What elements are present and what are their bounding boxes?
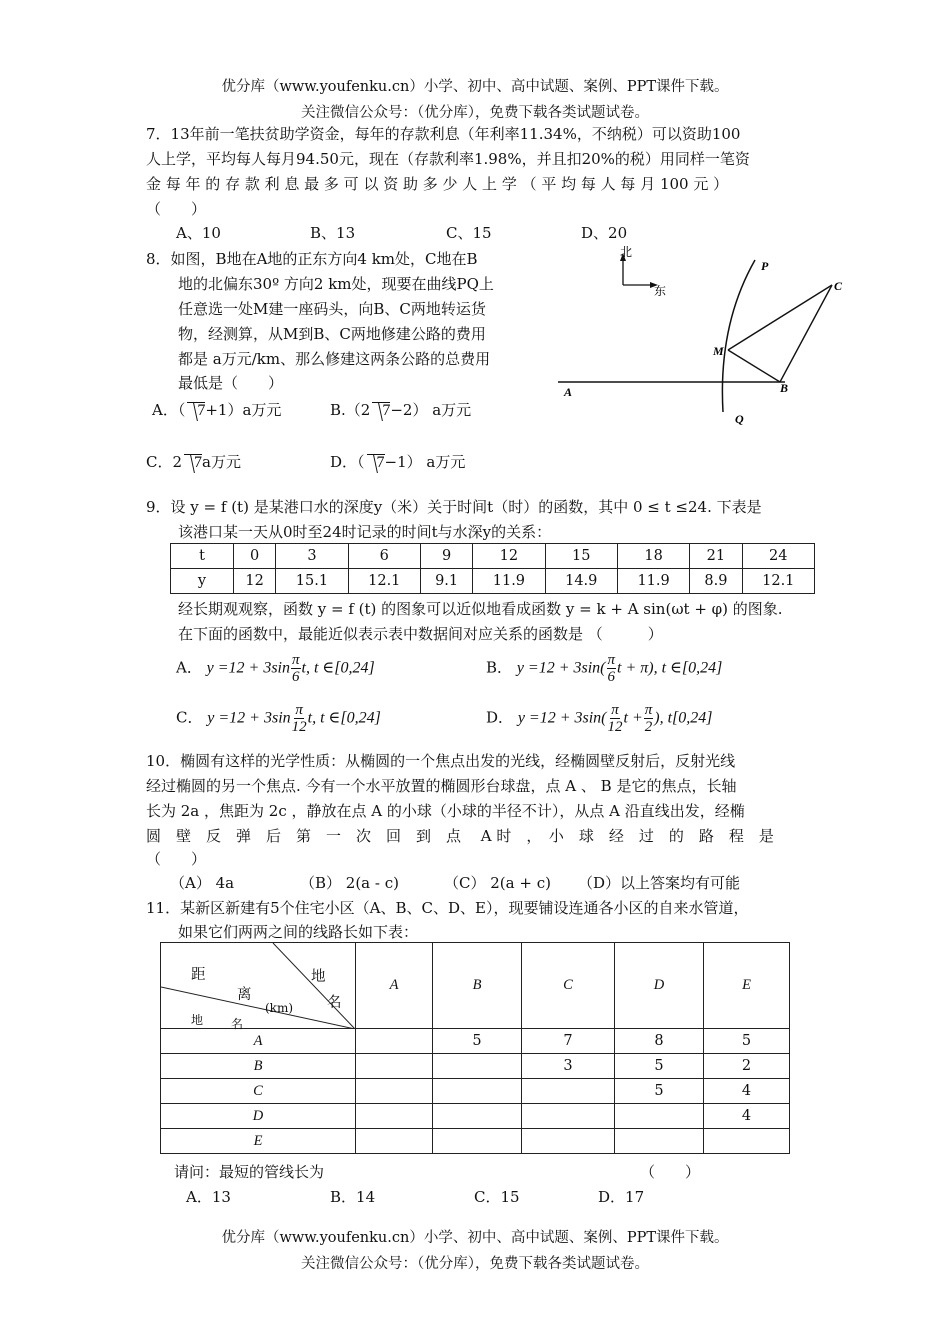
- q9-option-b: B． y =12 + 3sin( $\frac{\pi}{6}$ t + π), t ∈[0,24]: [486, 652, 723, 685]
- q10-line: （ ）: [146, 850, 207, 868]
- q11-option-c: C．15: [474, 1188, 520, 1206]
- fraction: $\frac{\pi}{6}$: [292, 652, 300, 685]
- table-cell: 12.1: [348, 569, 420, 594]
- sqrt-7: 7: [367, 454, 385, 470]
- table-cell: 5: [615, 1079, 704, 1104]
- q11-option-a: A．13: [186, 1188, 231, 1206]
- table-cell: 3: [276, 544, 348, 569]
- table-cell: [356, 1029, 433, 1054]
- label-a: A: [564, 385, 573, 399]
- q8-option-a: A．（ 7+1）a万元: [152, 401, 282, 419]
- table-cell: [704, 1129, 790, 1154]
- column-header: C: [522, 943, 615, 1029]
- q10-option-d: （D）以上答案均有可能: [578, 874, 741, 892]
- table-cell: [433, 1129, 522, 1154]
- table-cell: 6: [348, 544, 420, 569]
- table-cell: [356, 1079, 433, 1104]
- q11-line-2: 如果它们两两之间的线路长如下表：: [178, 923, 419, 941]
- table-cell: 24: [742, 544, 814, 569]
- q8-line: 最低是（ ）: [178, 374, 284, 392]
- row-header: C: [161, 1079, 356, 1104]
- column-header: D: [615, 943, 704, 1029]
- header-line-1: 优分库（www.youfenku.cn）小学、初中、高中试题、案例、PPT课件下载。: [221, 79, 729, 95]
- table-row: [161, 1079, 790, 1104]
- row-header: D: [161, 1104, 356, 1129]
- q8-line: 地的北偏东30º 方向2 km处，现要在曲线PQ上: [178, 275, 494, 293]
- q7-line: 人上学，平均每人每月94.50元，现在（存款利率1.98%，并且扣20%的税）用同样一笔资: [146, 150, 750, 168]
- table-cell: [615, 1129, 704, 1154]
- q8-line: 都是 a万元/km、那么修建这两条公路的总费用: [178, 350, 491, 368]
- table-cell: 18: [617, 544, 689, 569]
- q10-line: 圆 壁 反 弹 后 第 一 次 回 到 点 A 时 ， 小 球 经 过 的 路 程 是: [146, 827, 774, 845]
- segment-mc: [728, 285, 832, 350]
- table-cell: 8.9: [690, 569, 742, 594]
- table-cell: 0: [234, 544, 276, 569]
- q8-figure: [550, 240, 860, 435]
- q7-line: 7．13年前一笔扶贫助学资金，每年的存款利息（年利率11.34%，不纳税）可以资助100: [146, 125, 741, 143]
- table-cell: 15: [545, 544, 617, 569]
- q11-distance-table: [160, 942, 790, 1154]
- q7-option-c: C、15: [446, 224, 492, 242]
- table-cell: 11.9: [473, 569, 545, 594]
- header-line-2: 关注微信公众号：（优分库），免费下载各类试题试卷。: [301, 105, 649, 121]
- footer-line-2: 关注微信公众号：（优分库），免费下载各类试题试卷。: [301, 1256, 649, 1272]
- footer-line-1: 优分库（www.youfenku.cn）小学、初中、高中试题、案例、PPT课件下载。: [221, 1230, 729, 1246]
- column-header: E: [704, 943, 790, 1029]
- q9-intro-2: 该港口某一天从0时至24时记录的时间t与水深y的关系：: [178, 523, 552, 541]
- table-cell: 9: [420, 544, 472, 569]
- fraction: $\frac{\pi}{12}$: [607, 702, 623, 735]
- q10-option-a: （A） 4a: [170, 874, 235, 892]
- table-cell: 5: [433, 1029, 522, 1054]
- table-cell: [433, 1079, 522, 1104]
- table-cell: 4: [704, 1104, 790, 1129]
- table-cell: 5: [615, 1054, 704, 1079]
- q7-line: 金 每 年 的 存 款 利 息 最 多 可 以 资 助 多 少 人 上 学 （ 平 均 每 人 每 月 100 元 ）: [146, 175, 729, 193]
- table-cell: [356, 1129, 433, 1154]
- label-m: M: [713, 344, 724, 358]
- table-row: [161, 1054, 790, 1079]
- fraction: $\frac{\pi}{6}$: [607, 652, 616, 685]
- table-row-t: [171, 544, 815, 569]
- label-c: C: [834, 279, 843, 293]
- label-p: P: [761, 259, 769, 273]
- table-corner-cell: 距 离 (km) 地 名 地 名: [161, 943, 356, 1029]
- table-cell: [356, 1104, 433, 1129]
- q7-option-b: B、13: [310, 224, 356, 242]
- q9-option-c: C． y =12 + 3sin $\frac{\pi}{12}$ t, t ∈[0,24]: [176, 702, 381, 735]
- table-cell: [522, 1129, 615, 1154]
- east-label: 东: [654, 284, 667, 298]
- table-cell: [522, 1104, 615, 1129]
- q11-option-b: B．14: [330, 1188, 376, 1206]
- table-cell: 4: [704, 1079, 790, 1104]
- table-cell: 12.1: [742, 569, 814, 594]
- q9-table: [170, 543, 815, 594]
- q10-line: 长为 2a ，焦距为 2c ，静放在点 A 的小球（小球的半径不计），从点 A 沿直线出发，经椭: [146, 802, 745, 820]
- q11-question: 请问：最短的管线长为: [174, 1163, 325, 1181]
- q8-line: 任意选一处M建一座码头，向B、C两地转运货: [178, 300, 486, 318]
- q8-option-d: D．（ 7−1） a万元: [330, 453, 466, 471]
- table-cell: [615, 1104, 704, 1129]
- q10-option-b: （B） 2(a - c): [300, 874, 399, 892]
- q11-option-d: D．17: [598, 1188, 645, 1206]
- row-header: B: [161, 1054, 356, 1079]
- table-cell: [522, 1079, 615, 1104]
- table-cell: 12: [234, 569, 276, 594]
- q9-option-d: D． y =12 + 3sin( $\frac{\pi}{12}$ t + $\frac{\pi}{2}$ ), t[0,24]: [486, 702, 713, 735]
- q8-option-c: C．2 7a万元: [146, 453, 241, 471]
- sqrt-7: 7: [372, 402, 390, 418]
- label-b: B: [780, 381, 789, 395]
- row-header: A: [161, 1029, 356, 1054]
- table-row: [161, 1104, 790, 1129]
- q7-option-a: A、10: [176, 224, 221, 242]
- q10-line: 10．椭圆有这样的光学性质：从椭圆的一个焦点出发的光线，经椭圆壁反射后，反射光线: [146, 752, 736, 770]
- table-cell: 8: [615, 1029, 704, 1054]
- table-cell: [356, 1054, 433, 1079]
- segment-mb: [728, 350, 780, 382]
- q7-line: （ ）: [146, 200, 207, 218]
- q11-paren: （ ）: [640, 1163, 701, 1181]
- table-cell: 7: [522, 1029, 615, 1054]
- table-cell: 9.1: [420, 569, 472, 594]
- fraction: $\frac{\pi}{12}$: [291, 702, 307, 735]
- table-cell: 2: [704, 1054, 790, 1079]
- q9-intro-1: 9．设 y = f (t) 是某港口水的深度y（米）关于时间t（时）的函数，其中 0 ≤ t ≤24. 下表是: [146, 498, 762, 516]
- row-header: E: [161, 1129, 356, 1154]
- table-row: [161, 1029, 790, 1054]
- table-row-y: [171, 569, 815, 594]
- table-cell: 3: [522, 1054, 615, 1079]
- q8-line: 8．如图，B地在A地的正东方向4 km处，C地在B: [146, 250, 478, 268]
- table-cell: 11.9: [617, 569, 689, 594]
- q9-after-2: 在下面的函数中，最能近似表示表中数据间对应关系的函数是 （ ）: [178, 625, 663, 643]
- table-header-row: [161, 943, 790, 1029]
- sqrt-7: 7: [184, 454, 202, 470]
- table-cell: 21: [690, 544, 742, 569]
- table-header-t: t: [171, 544, 234, 569]
- segment-bc: [780, 285, 832, 382]
- q9-after-1: 经长期观观察，函数 y = f (t) 的图象可以近似地看成函数 y = k + A sin(ωt + φ) 的图象.: [178, 600, 783, 618]
- table-cell: [433, 1054, 522, 1079]
- q10-line: 经过椭圆的另一个焦点. 今有一个水平放置的椭圆形台球盘，点 A 、 B 是它的焦点，长轴: [146, 777, 737, 795]
- q8-line: 物，经测算，从M到B、C两地修建公路的费用: [178, 325, 486, 343]
- q8-option-b: B.（2 7−2） a万元: [330, 401, 472, 419]
- fraction: $\frac{\pi}{2}$: [644, 702, 653, 735]
- table-row: [161, 1129, 790, 1154]
- q10-option-c: （C） 2(a + c): [444, 874, 551, 892]
- table-header-y: y: [171, 569, 234, 594]
- column-header: B: [433, 943, 522, 1029]
- sqrt-7: 7: [187, 402, 205, 418]
- table-cell: 12: [473, 544, 545, 569]
- q11-line-1: 11．某新区新建有5个住宅小区（A、B、C、D、E），现要铺设连通各小区的自来水管道，: [146, 899, 749, 917]
- north-label: 北: [620, 245, 633, 259]
- table-cell: [433, 1104, 522, 1129]
- q7-option-d: D、20: [581, 224, 628, 242]
- column-header: A: [356, 943, 433, 1029]
- table-cell: 5: [704, 1029, 790, 1054]
- table-cell: 15.1: [276, 569, 348, 594]
- label-q: Q: [735, 412, 744, 426]
- q9-option-a: A． y =12 + 3sin $\frac{\pi}{6}$ t, t ∈[0,24]: [176, 652, 375, 685]
- table-cell: 14.9: [545, 569, 617, 594]
